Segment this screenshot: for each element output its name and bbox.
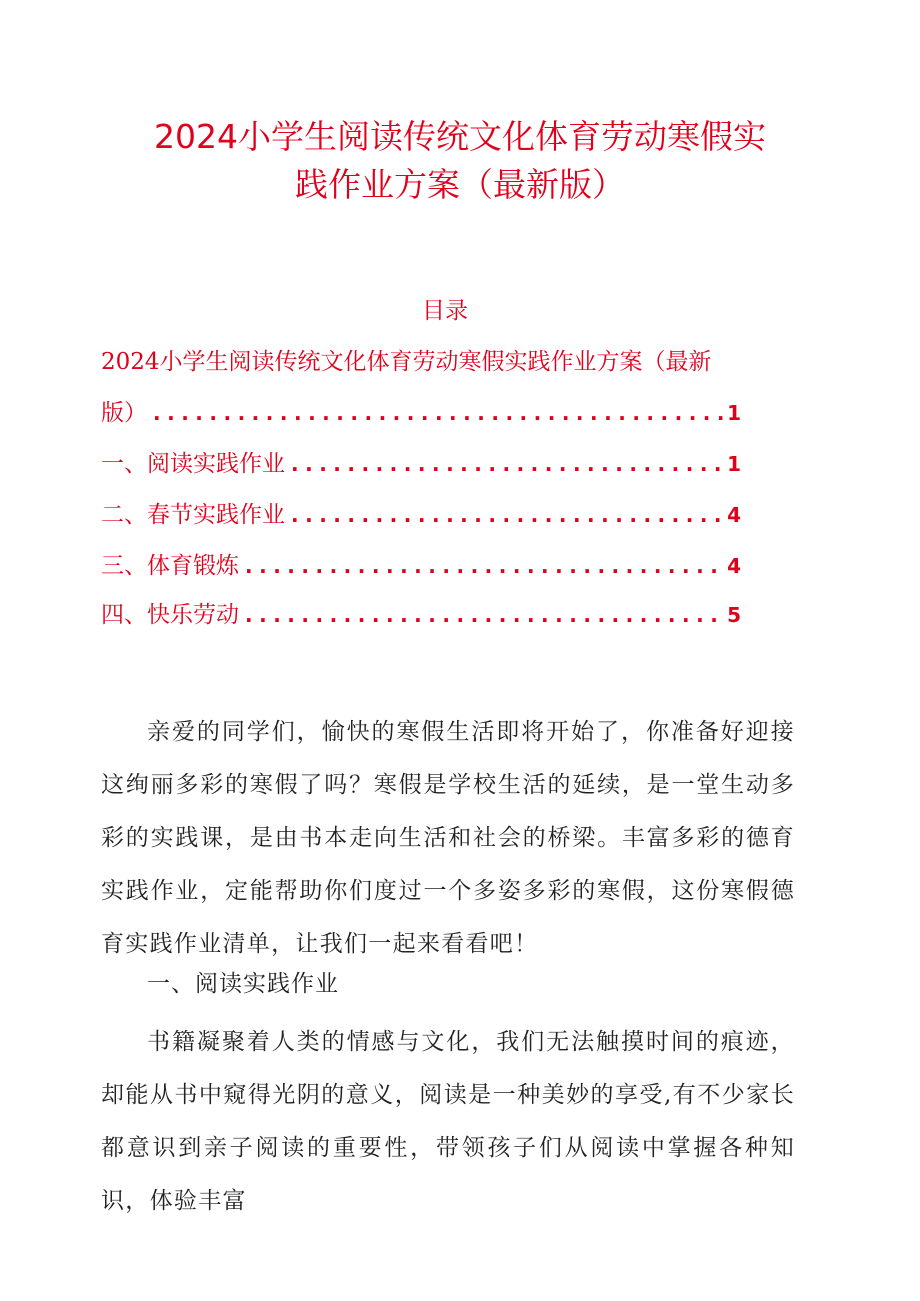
toc-page-number: 1 bbox=[727, 452, 741, 476]
toc-entry-label: 一、阅读实践作业 bbox=[101, 451, 285, 477]
intro-paragraph: 亲爱的同学们，愉快的寒假生活即将开始了，你准备好迎接这绚丽多彩的寒假了吗？寒假是学校生活的延续，是一堂生动多彩的实践课，是由书本走向生活和社会的桥梁。丰富多彩的德育实践作业，定能帮助你们度过一个多姿多彩的寒假，这份寒假德育实践作业清单，让我们一起来看看吧！ bbox=[101, 719, 795, 957]
toc-page-number: 5 bbox=[727, 603, 741, 627]
toc-leader-dots bbox=[291, 500, 723, 530]
toc-entry-spring-festival[interactable] bbox=[101, 500, 741, 530]
toc-page-number: 4 bbox=[727, 503, 741, 527]
toc-leader-dots bbox=[245, 600, 723, 630]
toc-page-number: 1 bbox=[727, 401, 741, 425]
toc-heading: 目录 bbox=[422, 298, 468, 324]
toc-leader-dots bbox=[291, 449, 723, 479]
toc-entry-main-line1[interactable]: 2024小学生阅读传统文化体育劳动寒假实践作业方案（最新 bbox=[101, 349, 712, 375]
toc-entry-label: 二、春节实践作业 bbox=[101, 502, 285, 528]
section-heading-reading: 一、阅读实践作业 bbox=[147, 971, 339, 997]
toc-leader-dots bbox=[245, 551, 723, 581]
section-reading-paragraph: 书籍凝聚着人类的情感与文化，我们无法触摸时间的痕迹，却能从书中窥得光阴的意义，阅读是一种美妙的享受,有不少家长都意识到亲子阅读的重要性，带领孩子们从阅读中掌握各种知识，体验丰富 bbox=[101, 1029, 795, 1214]
toc-entry-sports[interactable] bbox=[101, 551, 741, 581]
toc-entry-label: 三、体育锻炼 bbox=[101, 553, 239, 579]
toc-entry-labor[interactable] bbox=[101, 600, 741, 630]
toc-page-number: 4 bbox=[727, 554, 741, 578]
document-title-line1: 2024小学生阅读传统文化体育劳动寒假实 bbox=[154, 117, 766, 156]
toc-entry-label: 四、快乐劳动 bbox=[101, 602, 239, 628]
toc-entry-label: 版） bbox=[101, 400, 147, 426]
toc-leader-dots bbox=[153, 398, 723, 428]
toc-entry-reading[interactable] bbox=[101, 449, 741, 479]
document-title-line2: 践作业方案（最新版） bbox=[295, 165, 625, 204]
toc-entry-main[interactable] bbox=[101, 398, 741, 428]
